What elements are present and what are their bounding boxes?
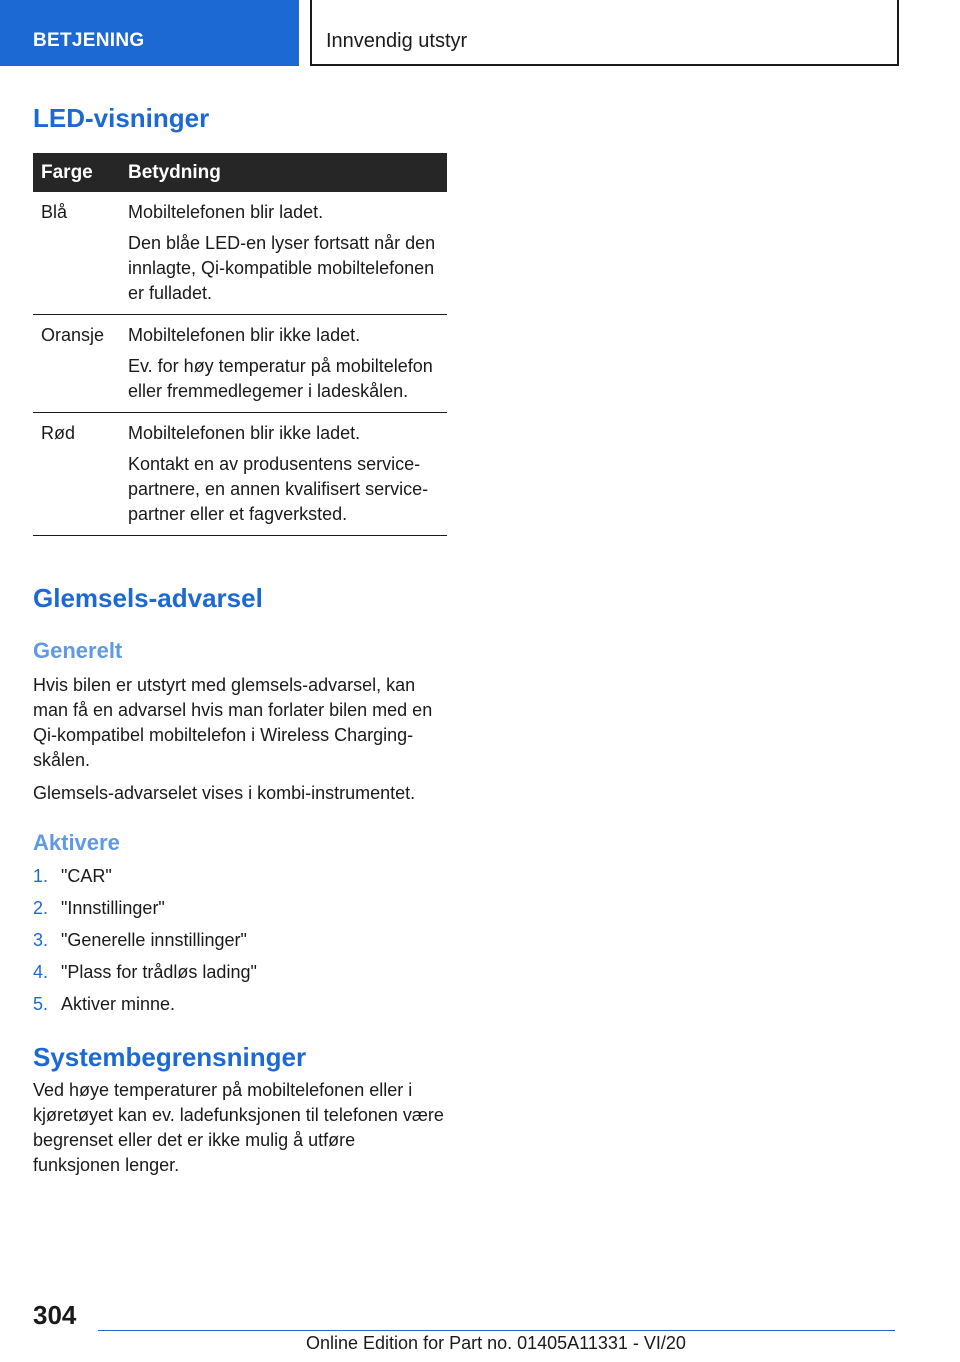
cell-meaning: [128, 315, 447, 413]
table-row: [33, 413, 447, 536]
edition-note: Online Edition for Part no. 01405A11331 - VI/20: [306, 1333, 686, 1353]
section-tab: [0, 0, 299, 66]
step-number: 2.: [33, 898, 49, 918]
chapter-title: Innvendig utstyr: [326, 30, 468, 52]
column-header-color: Farge: [33, 153, 128, 192]
cell-meaning: [128, 192, 447, 315]
list-item: [33, 992, 447, 1024]
list-item: [33, 960, 447, 992]
meaning-line: Den blåe LED-en lyser fortsatt når den innlagte, Qi-kompatible mobiltelefonen er fulladet.: [128, 233, 436, 303]
column-header-meaning: Betydning: [128, 153, 447, 192]
list-item: [33, 864, 447, 896]
cell-color: Blå: [33, 192, 128, 315]
activate-steps: [33, 864, 447, 1024]
step-text: "Generelle innstillinger": [61, 930, 247, 950]
section-title: BETJENING: [33, 30, 145, 51]
list-item: [33, 928, 447, 960]
step-number: 5.: [33, 994, 49, 1014]
led-heading: LED-visninger: [33, 103, 210, 133]
activate-subheading: Aktivere: [33, 830, 120, 855]
meaning-line: Ev. for høy temperatur på mobiltelefon eller fremmedlegemer i ladeskålen.: [128, 356, 433, 401]
meaning-line: Mobiltelefonen blir ikke ladet.: [128, 423, 361, 443]
chapter-tab: [310, 0, 899, 66]
forget-warning-heading: Glemsels-advarsel: [33, 583, 263, 613]
meaning-line: Mobiltelefonen blir ladet.: [128, 202, 324, 222]
table-header-row: [33, 153, 447, 192]
system-limits-heading: Systembegrensninger: [33, 1042, 307, 1072]
step-text: "Innstillinger": [61, 898, 165, 918]
system-limits-paragraph: Ved høye temperaturer på mobiltelefonen eller i kjøretøyet kan ev. ladefunksjonen til telefonen være begrenset eller det er ikke mulig å utføre funksjonen lenger.: [33, 1080, 444, 1175]
step-number: 1.: [33, 866, 49, 886]
page-number: 304: [33, 1300, 77, 1330]
meaning-line: Kontakt en av produsentens servicepartnere, en annen kvalifisert servicepartner eller et fagverksted.: [128, 454, 429, 524]
general-paragraph: Hvis bilen er utstyrt med glemsels-advarsel, kan man få en advarsel hvis man forlater bilen med en Qi-kompatibel mobiltelefon i Wireless Charging-skålen.: [33, 675, 433, 770]
cell-color: Rød: [33, 413, 128, 536]
footer-divider: [98, 1330, 895, 1331]
step-text: Aktiver minne.: [61, 994, 176, 1014]
general-subheading: Generelt: [33, 638, 123, 663]
list-item: [33, 896, 447, 928]
led-table: [33, 153, 447, 536]
cell-meaning: [128, 413, 447, 536]
step-number: 4.: [33, 962, 49, 982]
step-text: "Plass for trådløs lading": [61, 962, 257, 982]
step-number: 3.: [33, 930, 49, 950]
meaning-line: Mobiltelefonen blir ikke ladet.: [128, 325, 361, 345]
table-row: [33, 192, 447, 315]
cell-color: Oransje: [33, 315, 128, 413]
general-paragraph: Glemsels-advarselet vises i kombi-instrumentet.: [33, 783, 416, 803]
step-text: "CAR": [61, 866, 112, 886]
table-row: [33, 315, 447, 413]
